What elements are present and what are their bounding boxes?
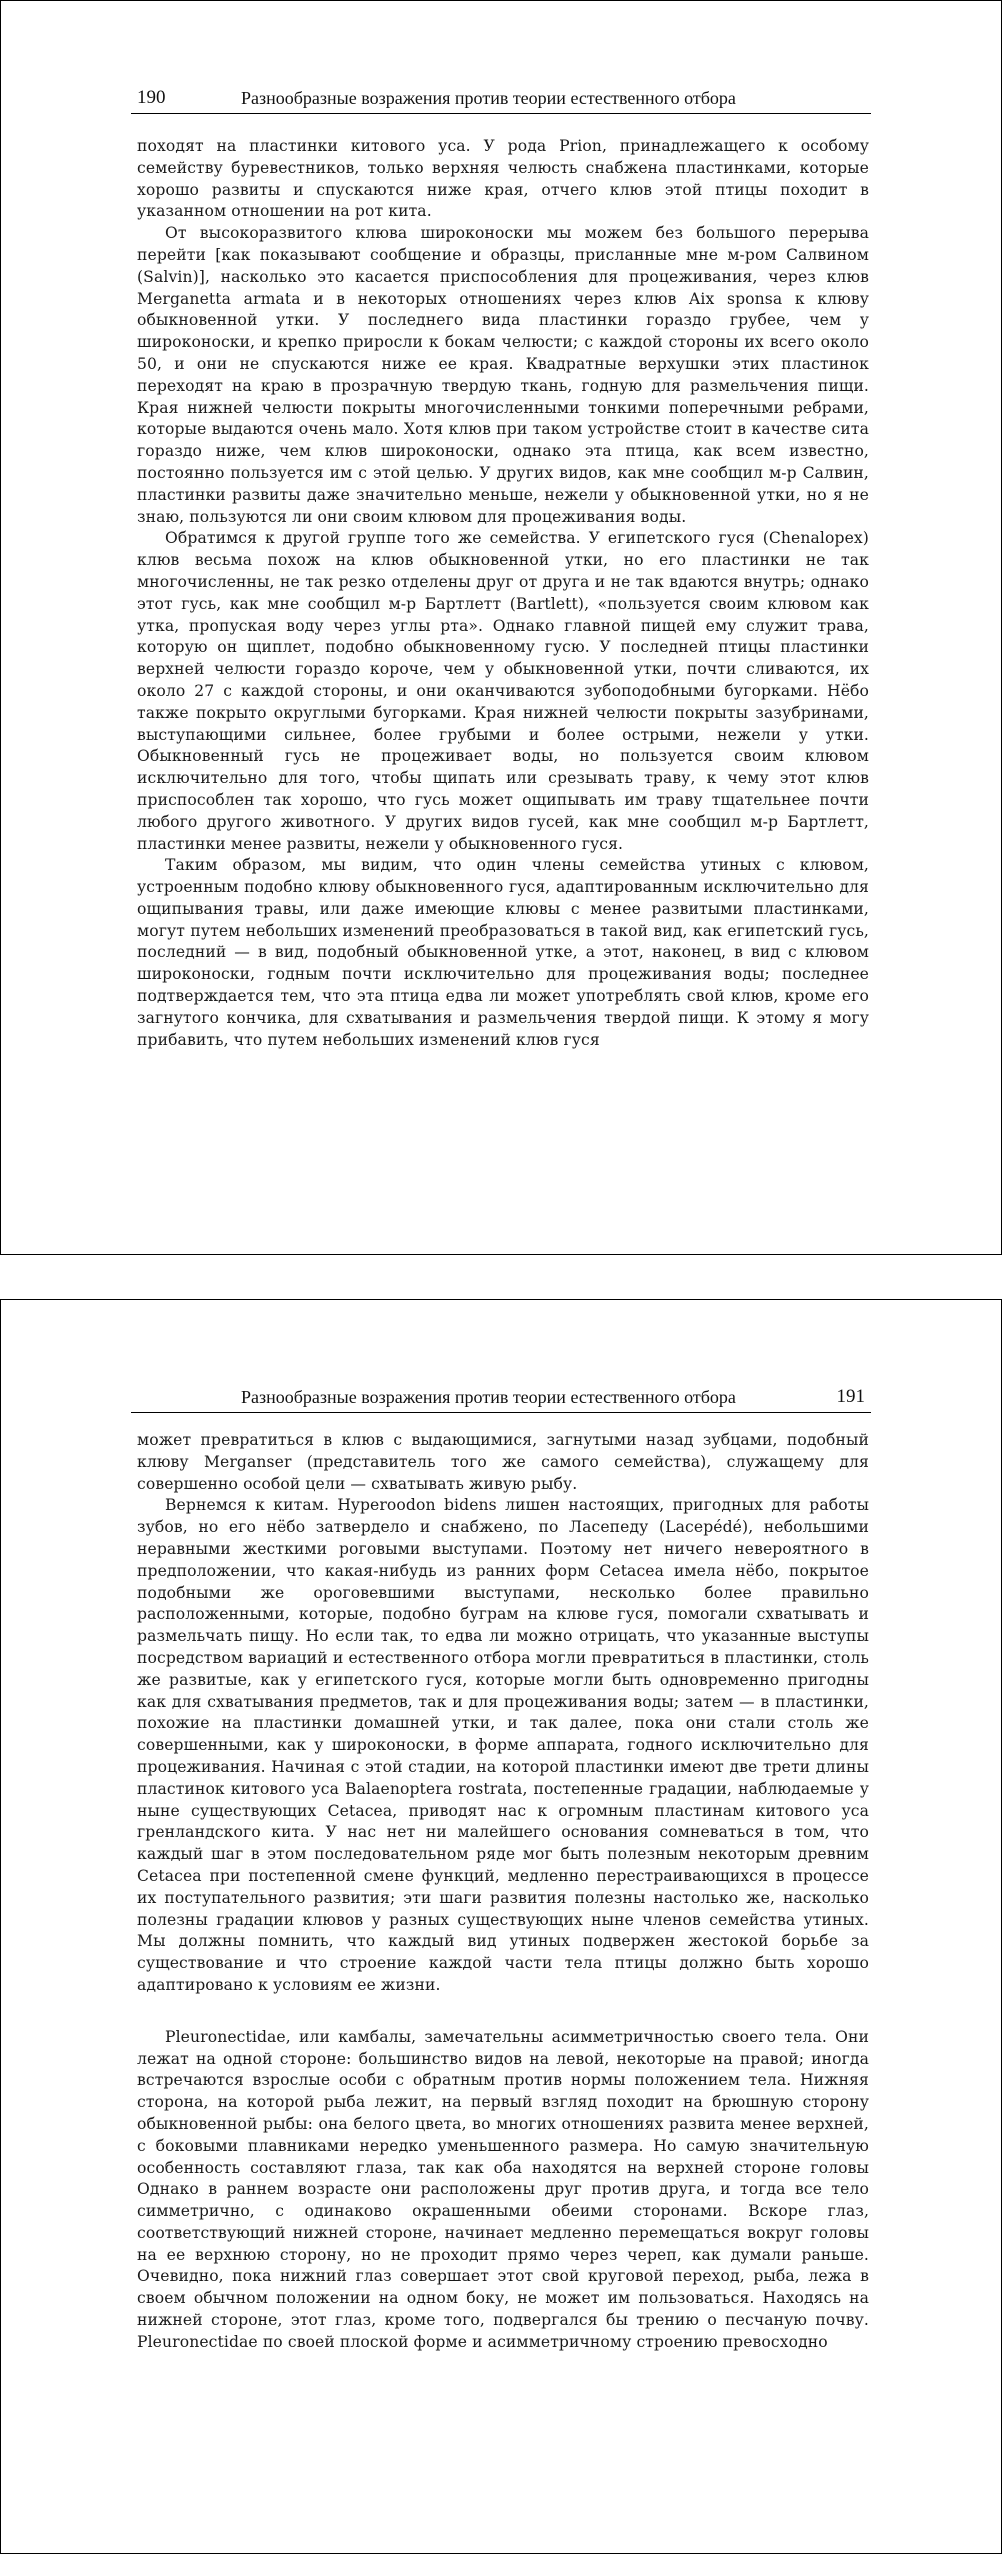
paragraph: Pleuronectidae, или камбалы, замечательны асимметричностью своего тела. Они лежат на одной стороне: большинство видов на левой, некоторые на правой; иногда встречаются взрослые особи с обратным против нормы положением тела. Нижняя сторона, на которой рыба лежит, на первый взгляд походит на брюшную сторону обыкновенной рыбы: она белого цвета, во многих отношениях развита менее верхней, с боковыми плавниками нередко уменьшенного размера. Но самую значительную особенность составляют глаза, так как оба находятся на верхней стороне головы Однако в раннем возрасте они расположены друг против друга, и тогда все тело симметрично, с одинаково окрашенными обеими сторонами. Вскоре глаз, соответствующий нижней стороне, начинает медленно перемещаться вокруг головы на ее верхнюю сторону, но не проходит прямо через череп, как думали раньше. Очевидно, пока нижний глаз совершает этот свой круговой переход, рыба, лежа в своем обычном положении на одном боку, не может им пользоваться. Находясь на нижней стороне, этот глаз, кроме того, подвергался бы трению о песчаную почву. Pleuronectidae по своей плоской форме и асимметричному строению превосходно [137, 2027, 869, 2351]
page-header [131, 83, 871, 114]
page-number: 191 [836, 1386, 865, 1407]
book-page-190 [0, 0, 1002, 1255]
paragraph: Обратимся к другой группе того же семейства. У египетского гуся (Chenalopex) клюв весьма похож на клюв обыкновенной утки, но его пластинки не так многочисленны, не так резко отделены друг от друга и не так вдаются внутрь; однако этот гусь, как мне сообщил м-р Бартлетт (Bartlett), «пользуется своим клювом как утка, пропуская воду через углы рта». Однако главной пищей ему служит трава, которую он щиплет, подобно обыкновенному гусю. У последней птицы пластинки верхней челюсти гораздо короче, чем у обыкновенной утки, почти сливаются, их около 27 с каждой стороны, и они оканчиваются зубоподобными бугорками. Нёбо также покрыто округлыми бугорками. Края нижней челюсти покрыты зазубринами, выступающими сильнее, более грубыми и более острыми, нежели у утки. Обыкновенный гусь не процеживает воды, но пользуется своим клювом исключительно для того, чтобы щипать или срезывать траву, к чему этот клюв приспособлен так хорошо, что гусь может ощипывать им траву тщательнее почти любого другого животного. У других видов гусей, как мне сообщил м-р Бартлетт, пластинки менее развиты, нежели у обыкновенного гуся. [137, 529, 869, 853]
page-header [131, 1382, 871, 1413]
running-title: Разнообразные возражения против теории естественного отбора [241, 1387, 736, 1407]
paragraph: От высокоразвитого клюва широконоски мы можем без большого перерыва перейти [как показывают сообщение и образцы, присланные мне м-ром Салвином (Salvin)], насколько это касается приспособления для процеживания, через клюв Merganetta armata и в некоторых отношениях через клюв Aix sponsa к клюву обыкновенной утки. У последнего вида пластинки гораздо грубее, чем у широконоски, и крепко приросли к бокам челюсти; с каждой стороны их всего около 50, и они не спускаются ниже ее края. Квадратные верхушки этих пластинок переходят на краю в прозрачную твердую ткань, годную для размельчения пищи. Края нижней челюсти покрыты многочисленными тонкими поперечными ребрами, которые выдаются очень мало. Хотя клюв при таком устройстве стоит в качестве сита гораздо ниже, чем клюв широконоски, однако эта птица, как всем известно, постоянно пользуется им с этой целью. У других видов, как мне сообщил м-р Салвин, пластинки развиты даже значительно меньше, нежели у обыкновенной утки, но я не знаю, пользуются ли они своим клювом для процеживания воды. [137, 224, 869, 526]
page-body [137, 136, 869, 1051]
running-title: Разнообразные возражения против теории естественного отбора [241, 88, 736, 108]
book-page-191 [0, 1299, 1002, 2554]
paragraph: Таким образом, мы видим, что один члены семейства утиных с клювом, устроенным подобно клюву обыкновенного гуся, адаптированным исключительно для ощипывания травы, или даже имеющие клювы с менее развитыми пластинками, могут путем небольших изменений преобразоваться в такой вид, как египетский гусь, последний — в вид, подобный обыкновенной утке, а этот, наконец, в вид с клювом широконоски, годным почти исключительно для процеживания воды; последнее подтверждается тем, что эта птица едва ли может употреблять свой клюв, кроме его загнутого кончика, для схватывания и размельчения твердой пищи. К этому я могу прибавить, что путем небольших изменений клюв гуся [137, 856, 869, 1049]
paragraph: походят на пластинки китового уса. У рода Prion, принадлежащего к особому семейству буревестников, только верхняя челюсть снабжена пластинками, которые хорошо развиты и спускаются ниже края, отчего клюв этой птицы походит в указанном отношении на рот кита. [137, 137, 869, 221]
paragraph: Вернемся к китам. Hyperoodon bidens лишен настоящих, пригодных для работы зубов, но его нёбо затвердело и снабжено, по Ласепеду (Lacepédé), небольшими неравными жесткими роговыми выступами. Поэтому нет ничего невероятного в предположении, что какая-нибудь из ранних форм Cetacea имела нёбо, покрытое подобными же ороговевшими выступами, несколько более правильно расположенными, которые, подобно буграм на клюве гуся, помогали схватывать и размельчать пищу. Но если так, то едва ли можно отрицать, что указанные выступы посредством вариаций и естественного отбора могли превратиться в пластинки, столь же развитые, как у египетского гуся, которые могли быть одновременно пригодны как для схватывания предметов, так и для процеживания воды; затем — в пластинки, похожие на пластинки домашней утки, и так далее, пока они стали столь же совершенными, как у широконоски, в форме аппарата, годного исключительно для процеживания. Начиная с этой стадии, на которой пластинки имеют две трети длины пластинок китового уса Balaenoptera rostrata, постепенные градации, наблюдаемые у ныне существующих Cetacea, приводят нас к огромным пластинам китового уса гренландского кита. У нас нет ни малейшего основания сомневаться в том, что каждый шаг в этом последовательном ряде мог быть полезным некоторым древним Cetacea при постепенной смене функций, медленно перестраивающихся в процессе их поступательного развития; эти шаги развития полезны настолько же, насколько полезны градации клювов у разных существующих ныне членов семейства утиных. Мы должны помнить, что каждый вид утиных подвержен жестокой борьбе за существование и что строение каждой части тела птицы должно быть хорошо адаптировано к условиям ее жизни. [137, 1496, 869, 1994]
page-number: 190 [137, 87, 166, 108]
paragraph: может превратиться в клюв с выдающимися, загнутыми назад зубцами, подобный клюву Merganser (представитель того же самого семейства), служащему для совершенно особой цели — схватывать живую рыбу. [137, 1431, 869, 1493]
page-body [137, 1430, 869, 2354]
